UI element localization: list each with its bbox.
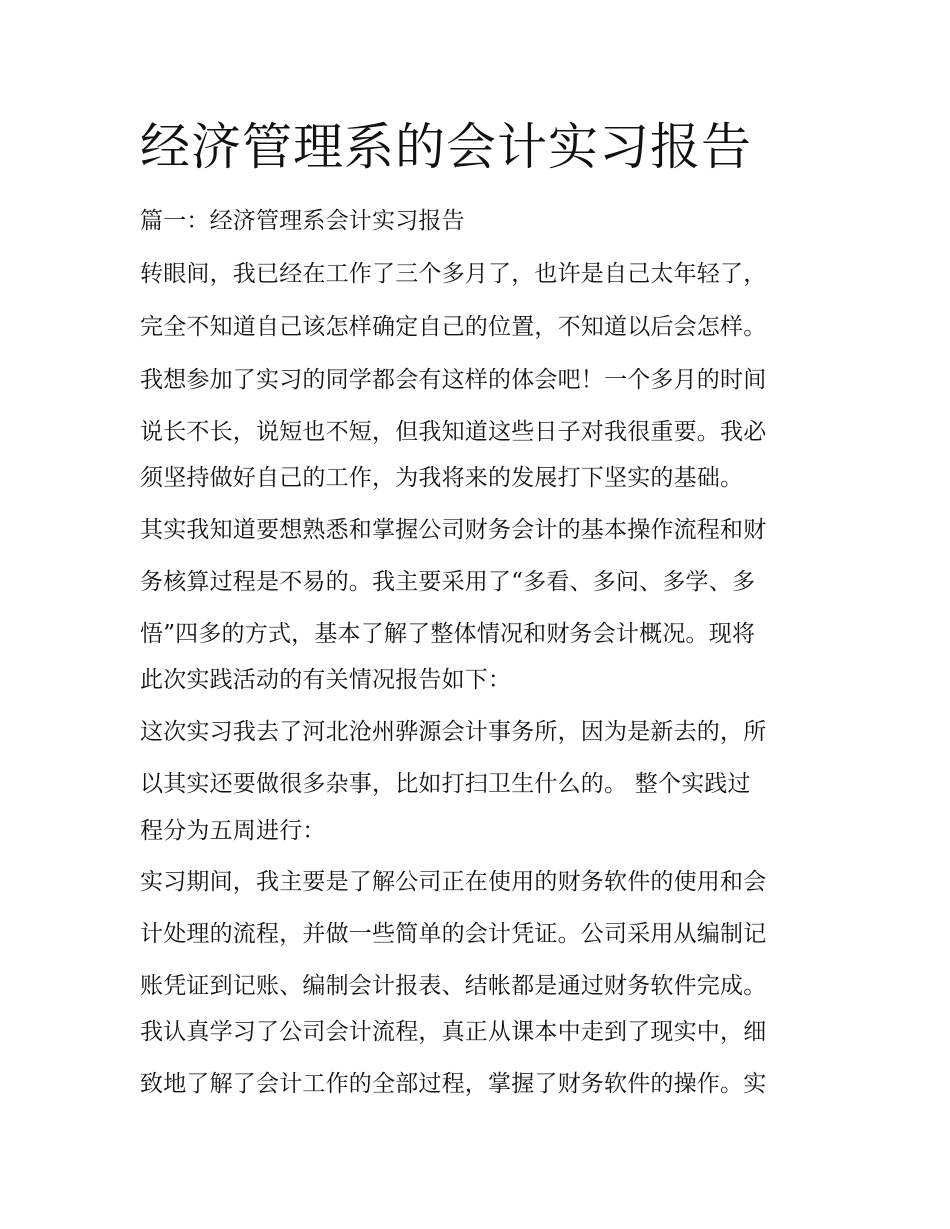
body-line: 须坚持做好自己的工作，为我将来的发展打下坚实的基础。 xyxy=(140,465,744,491)
body-line: 实习期间，我主要是了解公司正在使用的财务软件的使用和会 xyxy=(140,869,767,895)
body-line: 转眼间，我已经在工作了三个多月了，也许是自己太年轻了， xyxy=(140,261,767,287)
body-line: 我想参加了实习的同学都会有这样的体会吧！一个多月的时间 xyxy=(140,367,767,393)
body-line: 悟”四多的方式，基本了解了整体情况和财务会计概况。现将 xyxy=(140,621,756,647)
subtitle-line: 篇一：经济管理系会计实习报告 xyxy=(140,208,465,234)
body-line: 此次实践活动的有关情况报告如下： xyxy=(140,667,512,693)
body-line: 这次实习我去了河北沧州骅源会计事务所，因为是新去的，所 xyxy=(140,719,767,745)
body-line: 计处理的流程，并做一些简单的会计凭证。公司采用从编制记 xyxy=(140,921,767,947)
document-title: 经济管理系的会计实习报告 xyxy=(140,118,752,176)
body-line: 致地了解了会计工作的全部过程，掌握了财务软件的操作。实 xyxy=(140,1071,767,1097)
body-line: 账凭证到记账、编制会计报表、结帐都是通过财务软件完成。 xyxy=(140,973,767,999)
body-line: 程分为五周进行： xyxy=(140,818,326,844)
body-line: 其实我知道要想熟悉和掌握公司财务会计的基本操作流程和财 xyxy=(140,517,767,543)
body-line: 以其实还要做很多杂事，比如打扫卫生什么的。 整个实践过 xyxy=(140,771,751,797)
body-line: 务核算过程是不易的。我主要采用了“多看、多问、多学、多 xyxy=(140,569,756,595)
body-line: 我认真学习了公司会计流程，真正从课本中走到了现实中，细 xyxy=(140,1019,767,1045)
body-line: 说长不长，说短也不短，但我知道这些日子对我很重要。我必 xyxy=(140,419,767,445)
body-line: 完全不知道自己该怎样确定自己的位置，不知道以后会怎样。 xyxy=(140,314,767,340)
